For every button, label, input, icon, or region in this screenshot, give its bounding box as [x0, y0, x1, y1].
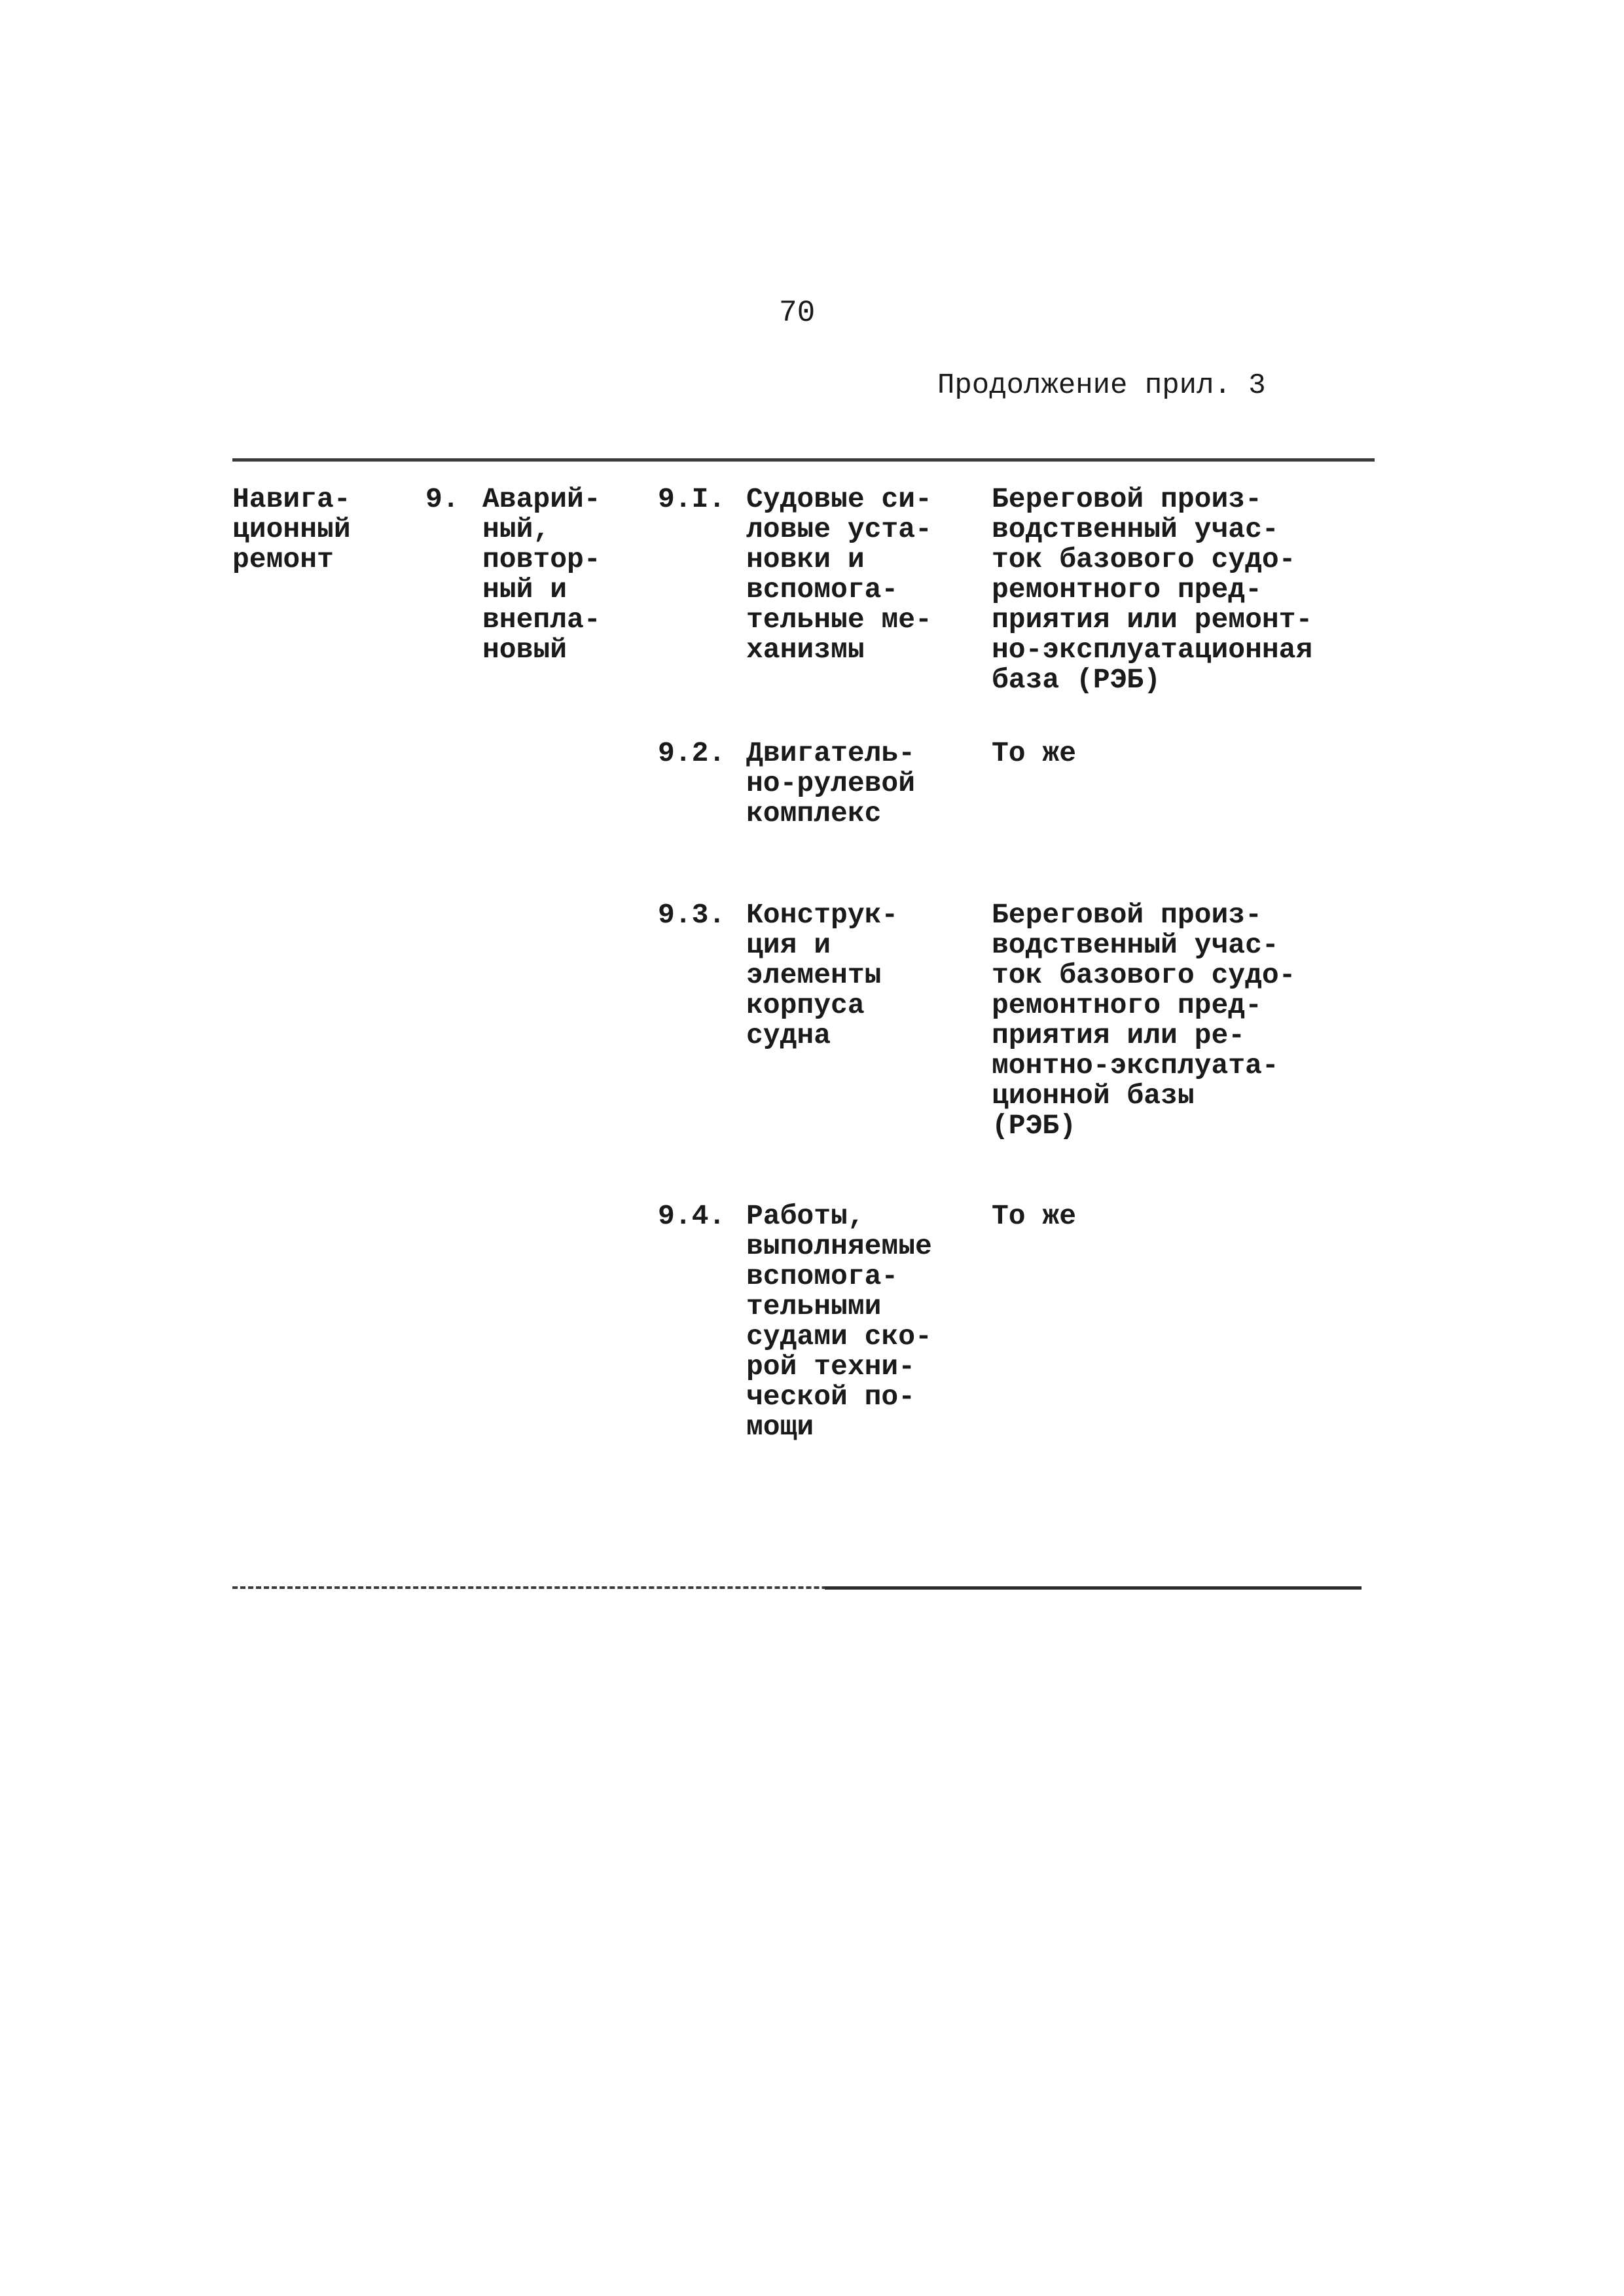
continuation-label: Продолжение прил. 3 [937, 369, 1266, 402]
table-bottom-rule-solid [825, 1586, 1362, 1590]
item-number: 9.3. [658, 899, 726, 931]
item-object: Работы, выполняемые вспомога- тельными судами ско- рой техни- ческой по- мощи [746, 1200, 932, 1443]
item-object: Конструк- ция и элементы корпуса судна [746, 899, 899, 1051]
item-object: Судовые си- ловые уста- новки и вспомога- тельные ме- ханизмы [746, 483, 932, 666]
item-number: 9.4. [658, 1200, 726, 1232]
item-number: 9.I. [658, 483, 726, 515]
repair-type-cell: Навига- ционный ремонт [232, 483, 351, 575]
page-number: 70 [779, 296, 816, 330]
item-place: Береговой произ- водственный учас- ток базового судо- ремонтного пред- приятия или ре- монтно-эксплуата- ционной базы (РЭБ) [992, 899, 1296, 1142]
table-top-rule [232, 458, 1375, 462]
item-number: 9.2. [658, 737, 726, 769]
item-place: То же [992, 1200, 1077, 1232]
item-place: То же [992, 737, 1077, 769]
group-number-cell: 9. [425, 483, 460, 515]
group-kind-cell: Аварий- ный, повтор- ный и внепла- новый [482, 483, 601, 666]
item-place: Береговой произ- водственный учас- ток базового судо- ремонтного пред- приятия или ремонт- но-эксплуатационная база (РЭБ) [992, 483, 1313, 696]
item-object: Двигатель- но-рулевой комплекс [746, 737, 916, 829]
